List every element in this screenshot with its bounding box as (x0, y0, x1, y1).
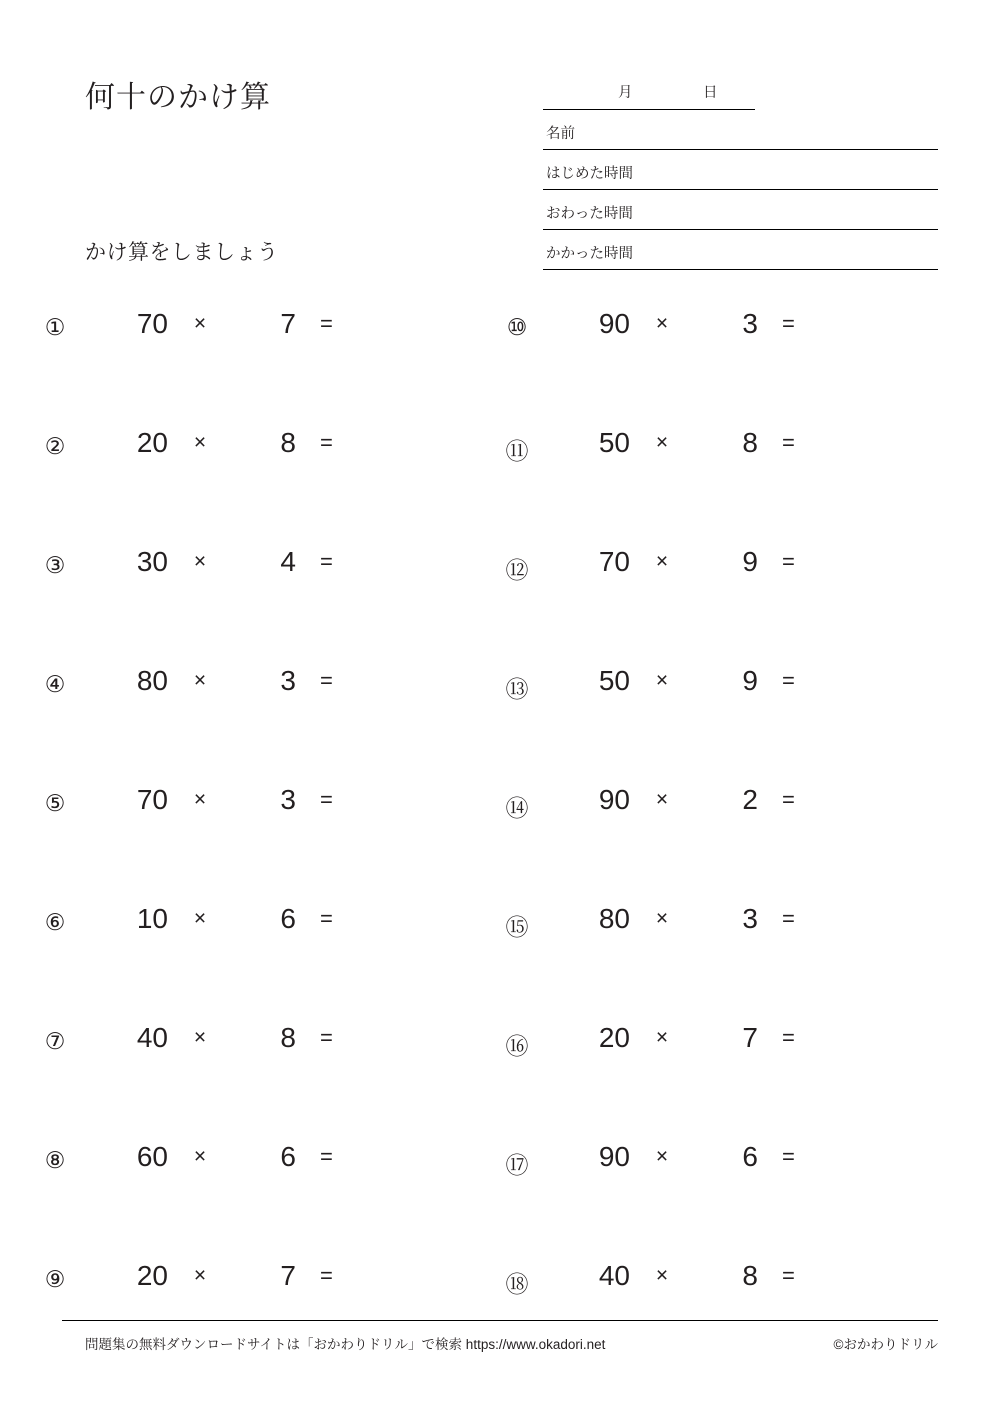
operand-a: 20 (598, 1022, 630, 1053)
problem-number: ⑯ (505, 1033, 529, 1059)
operand-b: 2 (742, 784, 758, 815)
operand-a: 10 (136, 903, 168, 934)
operand-b: 8 (742, 427, 758, 458)
equals-icon: = (320, 549, 333, 574)
problem-number: ④ (44, 671, 66, 697)
operand-a: 40 (136, 1022, 168, 1053)
equals-icon: = (320, 430, 333, 455)
problem-item[interactable] (500, 538, 920, 657)
problem-item[interactable] (38, 419, 458, 538)
operand-b: 7 (742, 1022, 758, 1053)
footer-divider (62, 1320, 938, 1321)
problem-item[interactable] (38, 538, 458, 657)
operand-b: 3 (280, 784, 296, 815)
name-label: 名前 (546, 126, 575, 142)
operand-a: 60 (136, 1141, 168, 1172)
multiply-icon: × (193, 1264, 207, 1287)
equals-icon: = (782, 1025, 795, 1050)
multiply-icon: × (655, 669, 669, 692)
multiply-icon: × (655, 1026, 669, 1049)
problem-number: ⑦ (44, 1028, 66, 1054)
elapsed-time-row[interactable] (543, 230, 938, 270)
multiply-icon: × (655, 788, 669, 811)
multiply-icon: × (655, 1264, 669, 1287)
operand-b: 3 (742, 308, 758, 339)
operand-b: 6 (280, 903, 296, 934)
multiply-icon: × (193, 550, 207, 573)
equals-icon: = (320, 1025, 333, 1050)
equals-icon: = (782, 906, 795, 931)
problem-number: ⑮ (505, 914, 529, 940)
operand-b: 8 (280, 1022, 296, 1053)
equals-icon: = (320, 1263, 333, 1288)
end-time-row[interactable] (543, 190, 938, 230)
multiply-icon: × (655, 550, 669, 573)
equals-icon: = (782, 1263, 795, 1288)
multiply-icon: × (193, 1145, 207, 1168)
problem-item[interactable] (38, 1252, 458, 1371)
operand-a: 50 (598, 427, 630, 458)
problem-number: ⑧ (44, 1147, 66, 1173)
operand-b: 7 (280, 308, 296, 339)
operand-b: 6 (742, 1141, 758, 1172)
operand-a: 50 (598, 665, 630, 696)
operand-b: 9 (742, 665, 758, 696)
problem-item[interactable] (500, 776, 920, 895)
footer-credit-text: 問題集の無料ダウンロードサイトは「おかわりドリル」で検索 https://www.okadori.net (85, 1337, 606, 1352)
multiply-icon: × (193, 431, 207, 454)
problem-number: ⑫ (505, 557, 529, 583)
operand-a: 90 (598, 784, 630, 815)
operand-b: 9 (742, 546, 758, 577)
multiply-icon: × (193, 312, 207, 335)
operand-a: 90 (598, 308, 630, 339)
date-row[interactable] (543, 70, 755, 110)
multiply-icon: × (193, 907, 207, 930)
page-title: 何十のかけ算 (85, 81, 271, 114)
problem-number: ⑥ (44, 909, 66, 935)
date-day-label: 日 (703, 85, 718, 101)
multiply-icon: × (193, 788, 207, 811)
equals-icon: = (782, 549, 795, 574)
end-time-label: おわった時間 (546, 206, 633, 222)
problem-number: ⑱ (505, 1271, 529, 1297)
problems-column-left (38, 300, 458, 1371)
operand-b: 8 (742, 1260, 758, 1291)
problem-item[interactable] (38, 300, 458, 419)
equals-icon: = (782, 668, 795, 693)
problem-number: ⑬ (505, 676, 529, 702)
multiply-icon: × (655, 431, 669, 454)
equals-icon: = (320, 906, 333, 931)
equals-icon: = (782, 787, 795, 812)
start-time-label: はじめた時間 (546, 166, 633, 182)
equals-icon: = (320, 787, 333, 812)
problem-number: ⑭ (505, 795, 529, 821)
operand-a: 90 (598, 1141, 630, 1172)
multiply-icon: × (655, 907, 669, 930)
problem-item[interactable] (500, 300, 920, 419)
start-time-row[interactable] (543, 150, 938, 190)
operand-b: 4 (280, 546, 296, 577)
problem-item[interactable] (500, 419, 920, 538)
operand-a: 20 (136, 1260, 168, 1291)
operand-a: 30 (136, 546, 168, 577)
equals-icon: = (782, 311, 795, 336)
problem-item[interactable] (38, 657, 458, 776)
equals-icon: = (782, 1144, 795, 1169)
problem-item[interactable] (500, 1014, 920, 1133)
operand-a: 80 (136, 665, 168, 696)
operand-a: 20 (136, 427, 168, 458)
date-month-label: 月 (618, 85, 633, 101)
multiply-icon: × (193, 669, 207, 692)
problem-number: ① (44, 314, 66, 340)
problem-number: ⑪ (505, 438, 529, 464)
multiply-icon: × (655, 312, 669, 335)
problem-number: ⑰ (505, 1152, 529, 1178)
problem-item[interactable] (500, 657, 920, 776)
problem-item[interactable] (38, 776, 458, 895)
problems-column-right (500, 300, 920, 1371)
operand-a: 40 (598, 1260, 630, 1291)
problem-item[interactable] (38, 1014, 458, 1133)
problem-number: ⑩ (506, 314, 528, 340)
problem-number: ③ (44, 552, 66, 578)
problem-item[interactable] (500, 1133, 920, 1252)
problem-number: ⑤ (44, 790, 66, 816)
student-info-block (543, 70, 938, 270)
operand-a: 70 (598, 546, 630, 577)
equals-icon: = (320, 668, 333, 693)
multiply-icon: × (655, 1145, 669, 1168)
equals-icon: = (320, 311, 333, 336)
operand-b: 7 (280, 1260, 296, 1291)
operand-b: 3 (742, 903, 758, 934)
multiply-icon: × (193, 1026, 207, 1049)
equals-icon: = (320, 1144, 333, 1169)
problem-item[interactable] (500, 1252, 920, 1371)
equals-icon: = (782, 430, 795, 455)
operand-a: 80 (598, 903, 630, 934)
operand-b: 3 (280, 665, 296, 696)
operand-b: 8 (280, 427, 296, 458)
operand-a: 70 (136, 784, 168, 815)
instruction-text: かけ算をしましょう (85, 241, 279, 264)
elapsed-time-label: かかった時間 (546, 246, 633, 262)
problem-item[interactable] (500, 895, 920, 1014)
footer-copyright: ©おかわりドリル (833, 1337, 938, 1352)
problem-item[interactable] (38, 1133, 458, 1252)
problem-number: ⑨ (44, 1266, 66, 1292)
operand-b: 6 (280, 1141, 296, 1172)
name-row[interactable] (543, 110, 938, 150)
problem-item[interactable] (38, 895, 458, 1014)
operand-a: 70 (136, 308, 168, 339)
problem-number: ② (44, 433, 66, 459)
